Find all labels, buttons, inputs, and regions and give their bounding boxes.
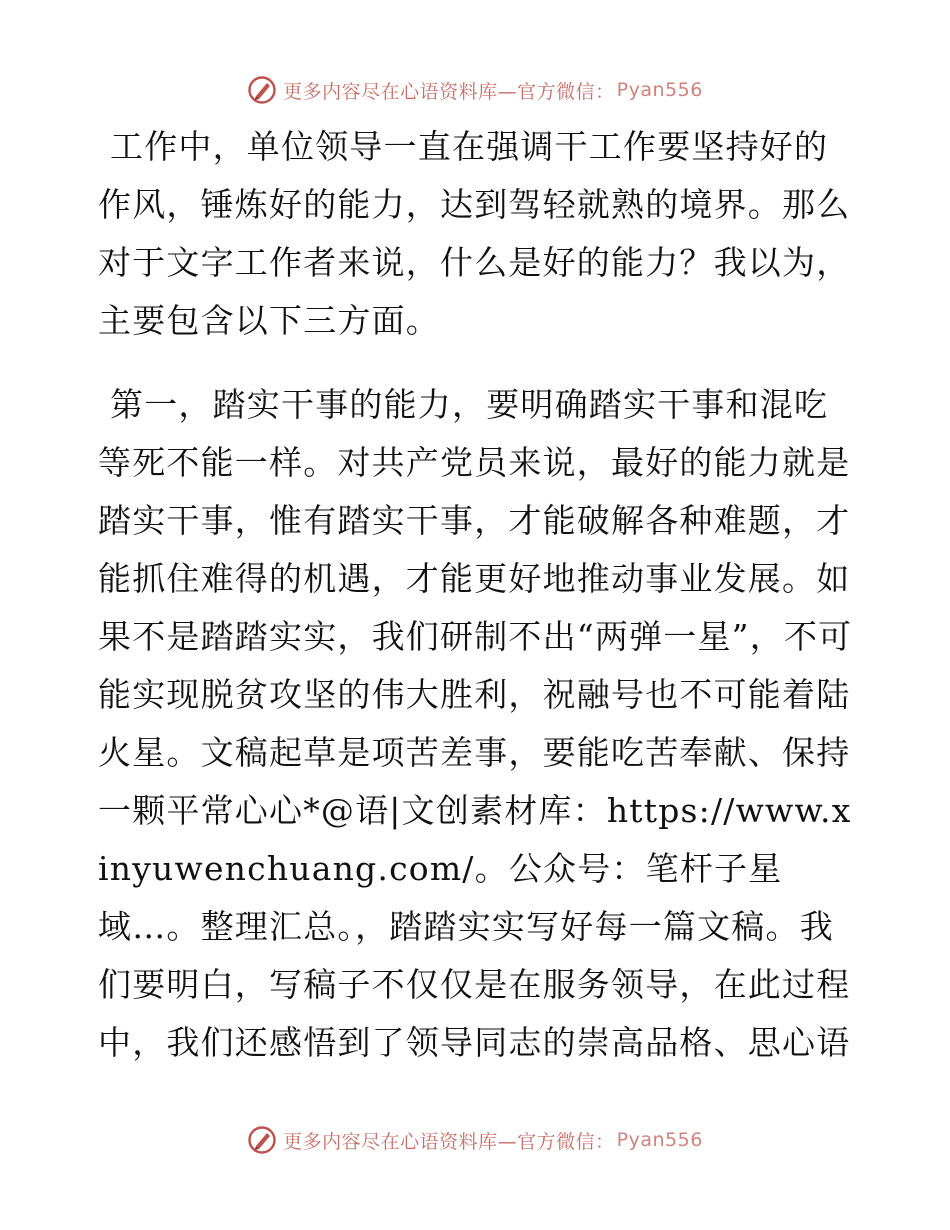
pen-logo-icon: [247, 1125, 277, 1155]
paragraph-intro: 工作中，单位领导一直在强调干工作要坚持好的作风，锤炼好的能力，达到驾轻就熟的境界。那么对于文字工作者来说，什么是好的能力？我以为，主要包含以下三方面。: [98, 127, 851, 340]
document-body: [98, 118, 858, 1072]
footer-watermark: [0, 1120, 950, 1160]
paragraph-first-point: 第一，踏实干事的能力，要明确踏实干事和混吃等死不能一样。对共产党员来说，最好的能力就是踏实干事，惟有踏实干事，才能破解各种难题，才能抓住难得的机遇，才能更好地推动事业发展。如果不是踏踏实实，我们研制不出“两弹一星”，不可能实现脱贫攻坚的伟大胜利，祝融号也不可能着陆火星。文稿起草是项苦差事，要能吃苦奉献、保持一颗平常心心*@语|文创素材库：https://www.xinyuwenchuang.com/。公众号：笔杆子星域…。整理汇总。，踏踏实实写好每一篇文稿。我们要明白，写稿子不仅仅是在服务领导，在此过程中，我们还感悟到了领导同志的崇高品格、思心语: [98, 385, 853, 1062]
watermark-handle: Pyan556: [616, 1129, 703, 1151]
header-watermark: [0, 70, 950, 110]
watermark-handle: Pyan556: [616, 79, 703, 101]
pen-logo-icon: [247, 75, 277, 105]
watermark-text: 更多内容尽在心语资料库—官方微信：: [283, 80, 615, 103]
watermark-text: 更多内容尽在心语资料库—官方微信：: [283, 1130, 615, 1153]
